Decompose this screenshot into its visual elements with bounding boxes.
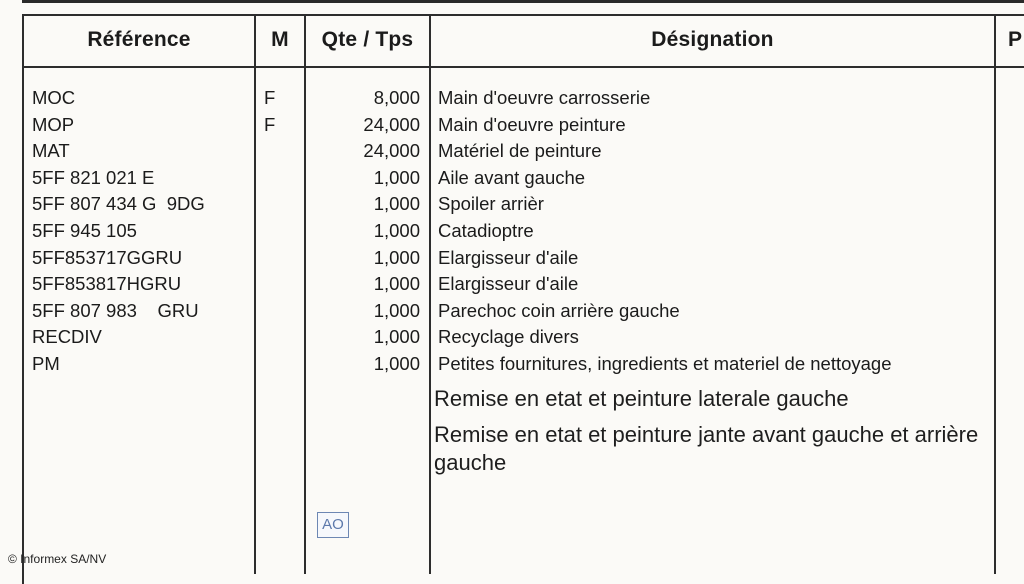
row-designation: Spoiler arrièr xyxy=(438,193,544,215)
row-quantity: 1,000 xyxy=(373,220,420,241)
row-designation: Catadioptre xyxy=(438,220,534,241)
row-quantity: 1,000 xyxy=(373,246,420,268)
copyright-notice: © Informex SA/NV xyxy=(8,552,107,566)
row-reference: MOC xyxy=(32,87,76,108)
repair-note-1: Remise en etat et peinture laterale gauche xyxy=(434,386,849,411)
row-quantity: 1,000 xyxy=(373,353,420,374)
column-header-qty-time: Qte / Tps xyxy=(321,28,414,51)
top-border-line xyxy=(22,0,1024,3)
column-header-reference: Référence xyxy=(87,28,191,51)
header-divider xyxy=(22,66,1024,68)
row-reference: 5FF853717GGRU xyxy=(32,246,183,268)
column-header-partial: P xyxy=(1008,28,1023,51)
row-quantity: 1,000 xyxy=(373,273,420,295)
row-quantity: 1,000 xyxy=(373,299,420,321)
row-designation: Main d'oeuvre peinture xyxy=(438,113,626,135)
row-mode: F xyxy=(264,113,276,135)
row-reference: MAT xyxy=(32,140,70,162)
row-reference: 5FF 821 021 E xyxy=(32,166,155,188)
row-reference: 5FF 807 434 G 9DG xyxy=(32,193,205,215)
ao-stamp: AO xyxy=(317,512,349,538)
row-quantity: 1,000 xyxy=(373,193,420,215)
row-mode: F xyxy=(264,87,276,108)
column-divider-qty-designation xyxy=(429,14,431,574)
row-designation: Parechoc coin arrière gauche xyxy=(438,299,680,321)
row-reference: RECDIV xyxy=(32,326,102,348)
column-header-mode: M xyxy=(271,28,289,51)
column-divider-reference-mode xyxy=(254,14,256,574)
row-quantity: 1,000 xyxy=(373,166,420,188)
row-reference: PM xyxy=(32,353,60,374)
row-reference: 5FF853817HGRU xyxy=(32,273,182,295)
row-designation: Aile avant gauche xyxy=(438,166,586,188)
row-reference: MOP xyxy=(32,113,75,135)
row-designation: Elargisseur d'aile xyxy=(438,246,579,268)
row-quantity: 8,000 xyxy=(373,87,420,108)
row-designation: Petites fournitures, ingredients et materiel de nettoyage xyxy=(438,353,892,374)
repair-note-2: Remise en etat et peinture jante avant gauche et arrière gauche xyxy=(434,422,979,475)
row-quantity: 1,000 xyxy=(373,326,420,348)
row-quantity: 24,000 xyxy=(363,113,420,135)
row-designation: Main d'oeuvre carrosserie xyxy=(438,87,651,108)
row-designation: Matériel de peinture xyxy=(438,140,602,162)
row-quantity: 24,000 xyxy=(363,140,420,162)
column-header-designation: Désignation xyxy=(651,28,774,51)
column-divider-designation-next xyxy=(994,14,996,574)
row-reference: 5FF 945 105 xyxy=(32,220,137,241)
row-designation: Recyclage divers xyxy=(438,326,579,348)
row-reference: 5FF 807 983 GRU xyxy=(32,299,199,321)
row-designation: Elargisseur d'aile xyxy=(438,273,579,295)
